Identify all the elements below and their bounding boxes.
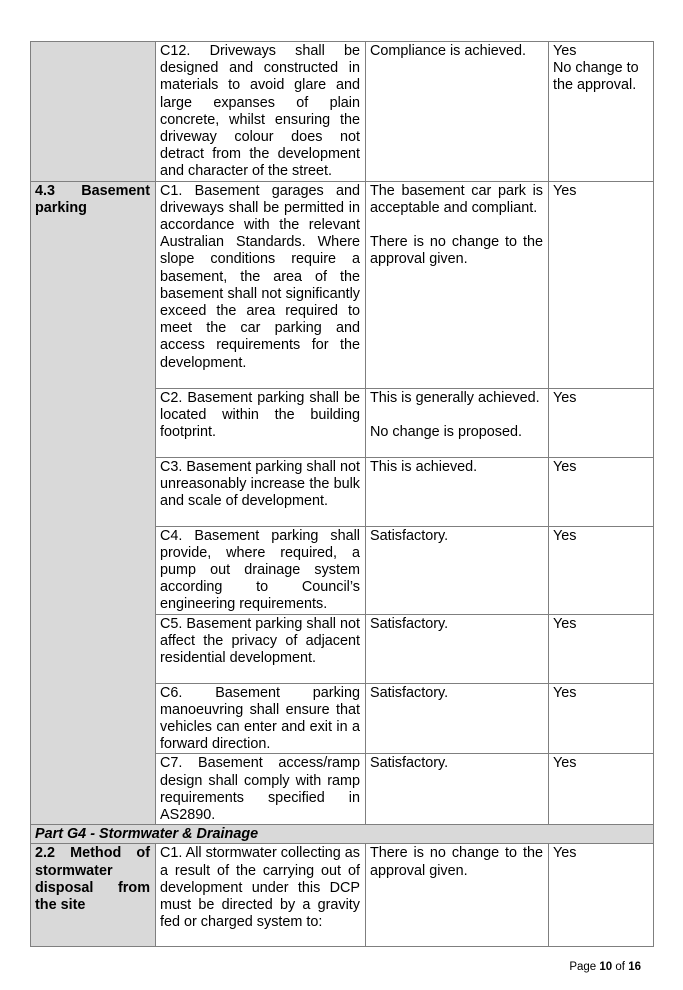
- comment-cell: Satisfactory.: [366, 614, 549, 683]
- complies-cell: Yes: [549, 181, 654, 388]
- comment-cell: This is achieved.: [366, 457, 549, 526]
- table-row: [31, 181, 654, 388]
- complies-cell: Yes: [549, 388, 654, 457]
- comment-cell: There is no change to the approval given.: [366, 844, 549, 947]
- control-cell: C2. Basement parking shall be located within the building footprint.: [156, 388, 366, 457]
- control-cell: C3. Basement parking shall not unreasonably increase the bulk and scale of development.: [156, 457, 366, 526]
- table-row: [31, 844, 654, 947]
- section-cell: 2.2 Method of stormwater disposal from the site: [31, 844, 156, 947]
- control-cell: C1. All stormwater collecting as a result of the carrying out of development under this DCP must be directed by a gravity fed or charged system to:: [156, 844, 366, 947]
- comment-cell: Satisfactory.: [366, 754, 549, 825]
- part-heading: Part G4 - Stormwater & Drainage: [31, 825, 654, 844]
- compliance-table: [30, 41, 654, 947]
- comment-cell: The basement car park is acceptable and compliant. There is no change to the approval given.: [366, 181, 549, 388]
- complies-cell: Yes: [549, 614, 654, 683]
- part-heading-row: [31, 825, 654, 844]
- page-current: 10: [599, 961, 613, 973]
- page-label: Page: [569, 961, 597, 973]
- control-cell: C7. Basement access/ramp design shall comply with ramp requirements specified in AS2890.: [156, 754, 366, 825]
- page-of-label: of: [615, 961, 625, 973]
- complies-cell: Yes: [549, 526, 654, 614]
- control-cell: C12. Driveways shall be designed and constructed in materials to avoid glare and large expanses of plain concrete, whilst ensuring the driveway colour does not detract from the development and character of the street.: [156, 42, 366, 182]
- page-footer: [569, 961, 641, 973]
- comment-cell: Satisfactory.: [366, 526, 549, 614]
- control-cell: C1. Basement garages and driveways shall be permitted in accordance with the relevant Australian Standards. Where slope conditions require a basement, the area of the basement shall not significantly exceed the area required to meet the car parking and access requirements for the development.: [156, 181, 366, 388]
- control-cell: C5. Basement parking shall not affect the privacy of adjacent residential development.: [156, 614, 366, 683]
- comment-cell: This is generally achieved. No change is proposed.: [366, 388, 549, 457]
- complies-cell: Yes: [549, 683, 654, 754]
- complies-cell: Yes No change to the approval.: [549, 42, 654, 182]
- complies-cell: Yes: [549, 754, 654, 825]
- complies-cell: Yes: [549, 457, 654, 526]
- section-cell: 4.3 Basement parking: [31, 181, 156, 825]
- table-row: [31, 42, 654, 182]
- complies-cell: Yes: [549, 844, 654, 947]
- page-total: 16: [628, 961, 641, 973]
- section-cell: [31, 42, 156, 182]
- control-cell: C4. Basement parking shall provide, where required, a pump out drainage system according to Council’s engineering requirements.: [156, 526, 366, 614]
- comment-cell: Compliance is achieved.: [366, 42, 549, 182]
- comment-cell: Satisfactory.: [366, 683, 549, 754]
- control-cell: C6. Basement parking manoeuvring shall ensure that vehicles can enter and exit in a forward direction.: [156, 683, 366, 754]
